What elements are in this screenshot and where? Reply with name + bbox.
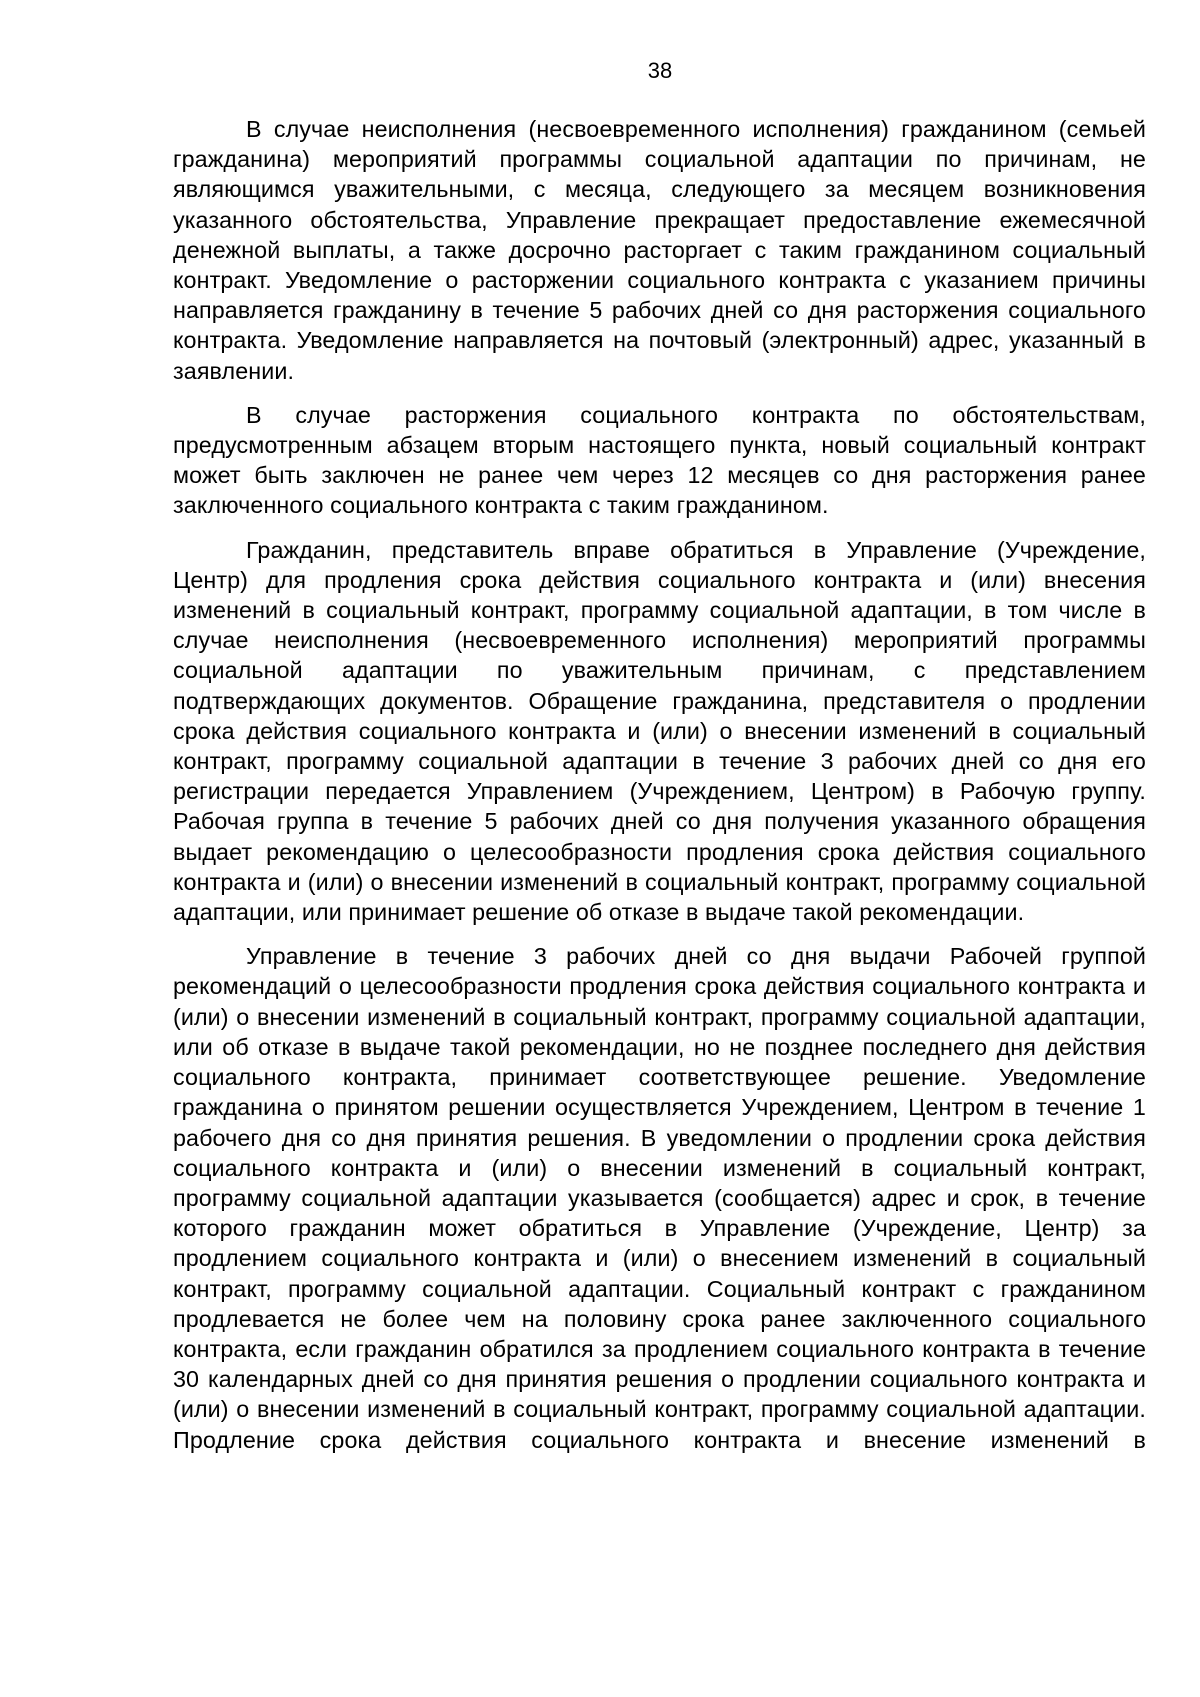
page-number: 38 [647, 58, 673, 83]
paragraph-extension-decision: Управление в течение 3 рабочих дней со дня выдачи Рабочей группой рекомендаций о целесообразности продления срока действия социального контракта и (или) о внесении изменений в социальный контракт, программу социальной адаптации, или об отказе в выдаче такой рекомендации, но не позднее последнего дня действия социального контракта, принимает соответствующее решение. Уведомление гражданина о принятом решении осуществляется Учреждением, Центром в течение 1 рабочего дня со дня принятия решения. В уведомлении о продлении срока действия социального контракта и (или) о внесении изменений в социальный контракт, программу социальной адаптации указывается (сообщается) адрес и срок, в течение которого гражданин может обратиться в Управление (Учреждение, Центр) за продлением социального контракта и (или) о внесением изменений в социальный контракт, программу социальной адаптации. Социальный контракт с гражданином продлевается не более чем на половину срока ранее заключенного социального контракта, если гражданин обратился за продлением социального контракта в течение 30 календарных дней со дня принятия решения о продлении социального контракта и (или) о внесении изменений в социальный контракт, программу социальной адаптации. Продление срока действия социального контракта и внесение изменений в [173, 943, 1146, 1453]
paragraph-termination: В случае неисполнения (несвоевременного исполнения) гражданином (семьей гражданина) мероприятий программы социальной адаптации по причинам, не являющимся уважительными, с месяца, следующего за месяцем возникновения указанного обстоятельства, Управление прекращает предоставление ежемесячной денежной выплаты, а также досрочно расторгает с таким гражданином социальный контракт. Уведомление о расторжении социального контракта с указанием причины направляется гражданину в течение 5 рабочих дней со дня расторжения социального контракта. Уведомление направляется на почтовый (электронный) адрес, указанный в заявлении. [173, 116, 1146, 384]
paragraph-new-contract: В случае расторжения социального контракта по обстоятельствам, предусмотренным абзацем вторым настоящего пункта, новый социальный контракт может быть заключен не ранее чем через 12 месяцев со дня расторжения ранее заключенного социального контракта с таким гражданином. [173, 401, 1146, 519]
paragraph-extension-request: Гражданин, представитель вправе обратиться в Управление (Учреждение, Центр) для продления срока действия социального контракта и (или) внесения изменений в социальный контракт, программу социальной адаптации, в том числе в случае неисполнения (несвоевременного исполнения) мероприятий программы социальной адаптации по уважительным причинам, с представлением подтверждающих документов. Обращение гражданина, представителя о продлении срока действия социального контракта и (или) о внесении изменений в социальный контракт, программу социальной адаптации в течение 3 рабочих дней со дня его регистрации передается Управлением (Учреждением, Центром) в Рабочую группу. Рабочая группа в течение 5 рабочих дней со дня получения указанного обращения выдает рекомендацию о целесообразности продления срока действия социального контракта и (или) о внесении изменений в социальный контракт, программу социальной адаптации, или принимает решение об отказе в выдаче такой рекомендации. [173, 536, 1146, 926]
document-body [173, 114, 1146, 1469]
